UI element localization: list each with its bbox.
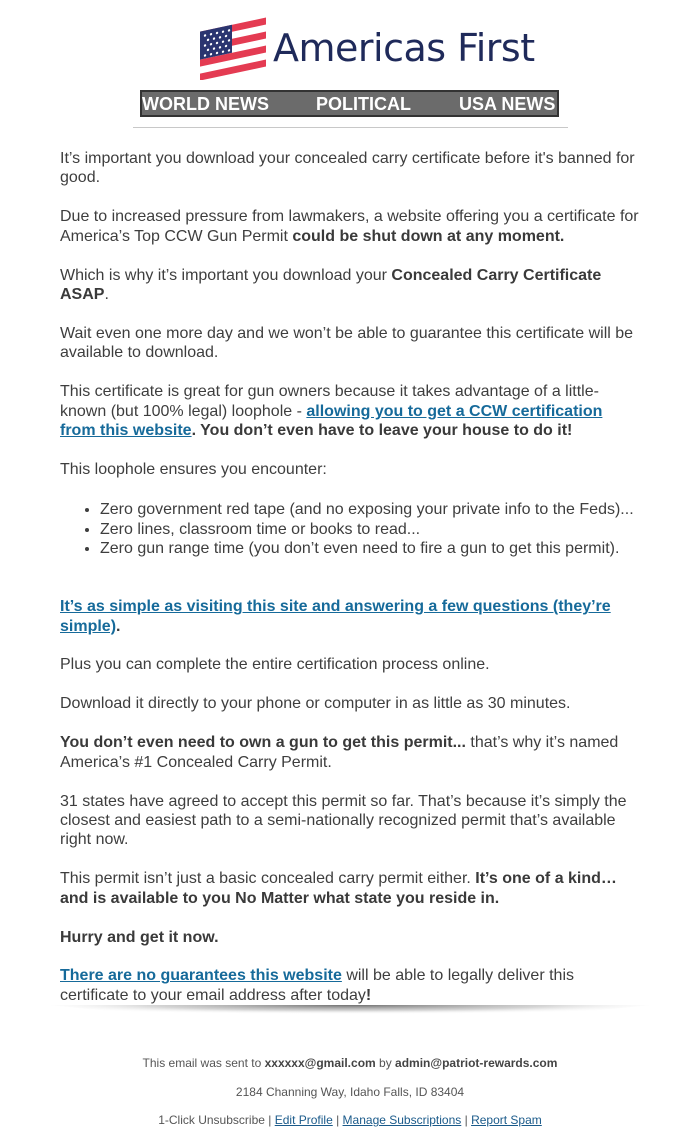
paragraph: Wait even one more day and we won’t be able to guarantee this certificate will be available to download. [60, 324, 634, 362]
nav-bar [140, 90, 559, 117]
list-item: • Zero lines, classroom time or books to read... [100, 520, 642, 539]
no-guarantees-link[interactable]: There are no guarantees this website [60, 967, 342, 985]
footer-links: 1-Click Unsubscribe | Edit Profile | Manage Subscriptions | Report Spam [158, 1113, 542, 1127]
visit-site-link[interactable]: It’s as simple as visiting this site and answering a few questions (they’re simple) [60, 598, 611, 635]
nav-world-news[interactable]: WORLD NEWS [142, 94, 269, 114]
nav-political[interactable]: POLITICAL [316, 94, 411, 114]
paragraph: This permit isn’t just a basic concealed carry permit either. It’s one of a kind… and is available to you No Matter what state you reside in. [60, 870, 617, 907]
header-divider [133, 127, 568, 128]
paragraph: Download it directly to your phone or computer in as little as 30 minutes. [60, 695, 571, 713]
paragraph: Which is why it’s important you download your Concealed Carry Certificate ASAP. [60, 266, 602, 304]
unsubscribe-text: 1-Click Unsubscribe [158, 1113, 265, 1127]
list-item: • Zero gun range time (you don’t even need to fire a gun to get this permit). [100, 539, 642, 558]
paragraph: Due to increased pressure from lawmakers, a website offering you a certificate for America’s Top CCW Gun Permit could be shut down at any moment. [60, 208, 639, 245]
brand-name: Americas First [273, 26, 535, 70]
mailing-address: 2184 Channing Way, Idaho Falls, ID 83404 [235, 1084, 465, 1099]
divider-shadow [50, 1005, 650, 1031]
paragraph: This loophole ensures you encounter: [60, 460, 327, 478]
brand-logo[interactable] [198, 14, 535, 84]
report-spam-link[interactable]: Report Spam [471, 1113, 542, 1127]
email-header [0, 0, 700, 130]
paragraph: Hurry and get it now. [60, 928, 219, 946]
american-flag-icon [198, 14, 268, 80]
paragraph: It’s important you download your concealed carry certificate before it's banned for good. [60, 150, 635, 187]
email-body [60, 149, 642, 1025]
paragraph: It’s as simple as visiting this site and answering a few questions (they’re simple). [60, 598, 611, 635]
recipient-email: xxxxxx@gmail.com [264, 1056, 376, 1070]
sender-email: admin@patriot-rewards.com [395, 1056, 558, 1070]
benefits-list [100, 500, 642, 558]
list-item: • Zero government red tape (and no exposing your private info to the Feds)... [100, 500, 642, 519]
manage-subscriptions-link[interactable]: Manage Subscriptions [342, 1113, 462, 1127]
email-footer [0, 1054, 700, 1140]
paragraph: There are no guarantees this website will be able to legally deliver this certificate to your email address after today! [60, 967, 574, 1004]
paragraph: This certificate is great for gun owners because it takes advantage of a little-known (but 100% legal) loophole - allowing you to get a CCW certification from this website. You don’t even have to leave your house to do it! [60, 383, 603, 440]
ccw-certification-link[interactable]: allowing you to get a CCW certification from this website [60, 402, 603, 440]
nav-usa-news[interactable]: USA NEWS [459, 94, 556, 114]
paragraph: You don’t even need to own a gun to get this permit... that’s why it’s named America’s #1 Concealed Carry Permit. [60, 734, 619, 771]
spacer [60, 578, 642, 597]
paragraph: 31 states have agreed to accept this permit so far. That’s because it’s simply the closest and easiest path to a semi-nationally recognized permit that’s available right now. [60, 792, 627, 849]
paragraph: Plus you can complete the entire certification process online. [60, 656, 490, 674]
sent-info: This email was sent to xxxxxx@gmail.com by admin@patriot-rewards.com [142, 1056, 558, 1070]
edit-profile-link[interactable]: Edit Profile [274, 1113, 333, 1127]
